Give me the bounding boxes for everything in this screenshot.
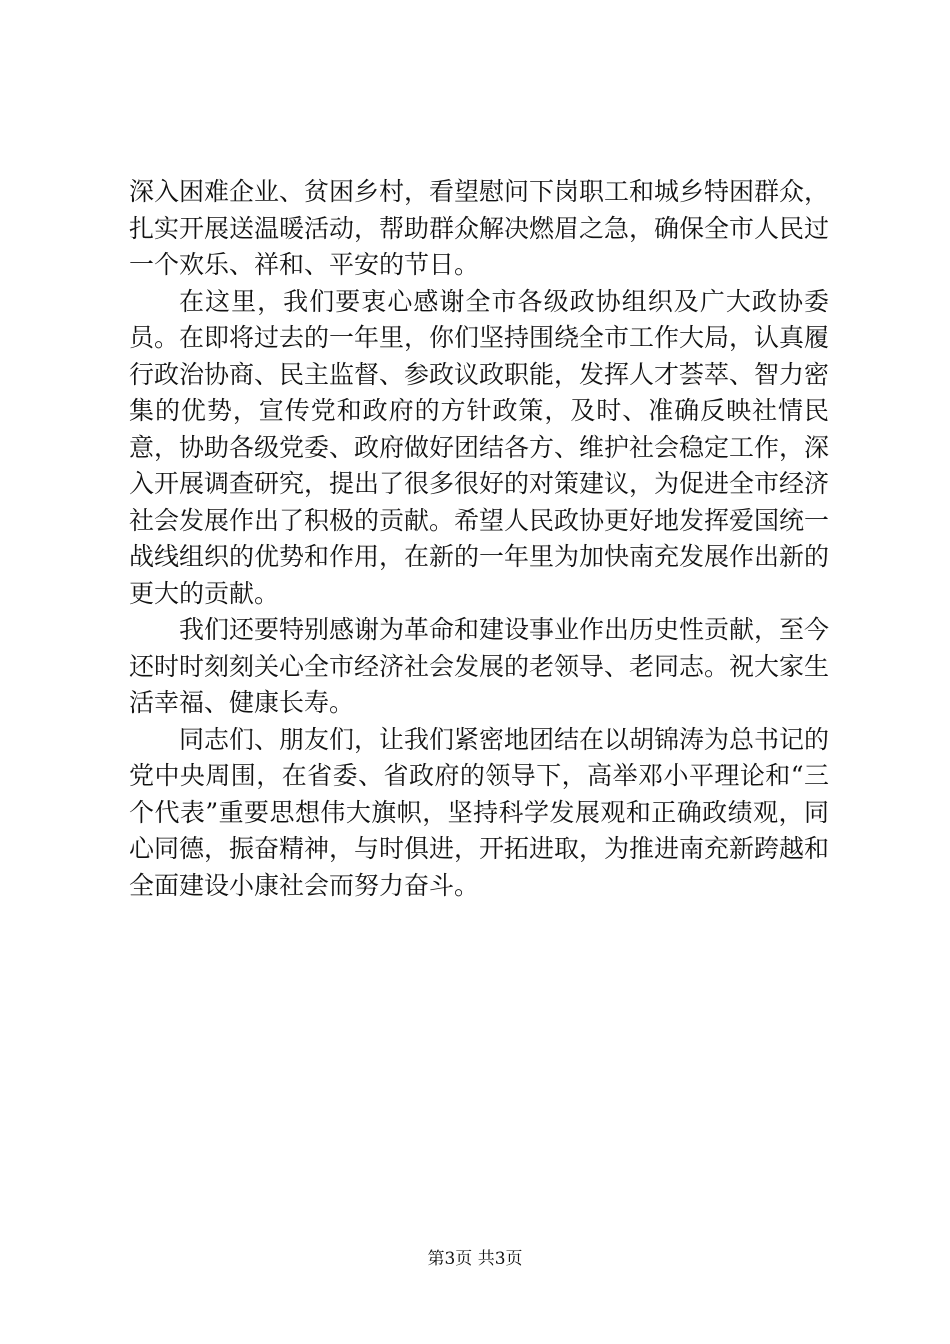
document-body: [129, 174, 829, 904]
paragraph: 在这里，我们要衷心感谢全市各级政协组织及广大政协委员。在即将过去的一年里，你们坚持围绕全市工作大局，认真履行政治协商、民主监督、参政议政职能，发挥人才荟萃、智力密集的优势，宣传党和政府的方针政策，及时、准确反映社情民意，协助各级党委、政府做好团结各方、维护社会稳定工作，深入开展调查研究，提出了很多很好的对策建议，为促进全市经济社会发展作出了积极的贡献。希望人民政协更好地发挥爱国统一战线组织的优势和作用，在新的一年里为加快南充发展作出新的更大的贡献。: [129, 286, 830, 608]
paragraph: 我们还要特别感谢为革命和建设事业作出历史性贡献，至今还时时刻刻关心全市经济社会发展的老领导、老同志。祝大家生活幸福、健康长寿。: [129, 615, 830, 717]
page-number-footer: 第3页 共3页: [427, 1249, 523, 1269]
paragraph-continued: 深入困难企业、贫困乡村，看望慰问下岗职工和城乡特困群众，扎实开展送温暖活动，帮助群众解决燃眉之急，确保全市人民过一个欢乐、祥和、平安的节日。: [129, 177, 830, 279]
paragraph: 同志们、朋友们，让我们紧密地团结在以胡锦涛为总书记的党中央周围，在省委、省政府的领导下，高举邓小平理论和“三个代表”重要思想伟大旗帜，坚持科学发展观和正确政绩观，同心同德，振奋精神，与时俱进，开拓进取，为推进南充新跨越和全面建设小康社会而努力奋斗。: [129, 724, 830, 900]
